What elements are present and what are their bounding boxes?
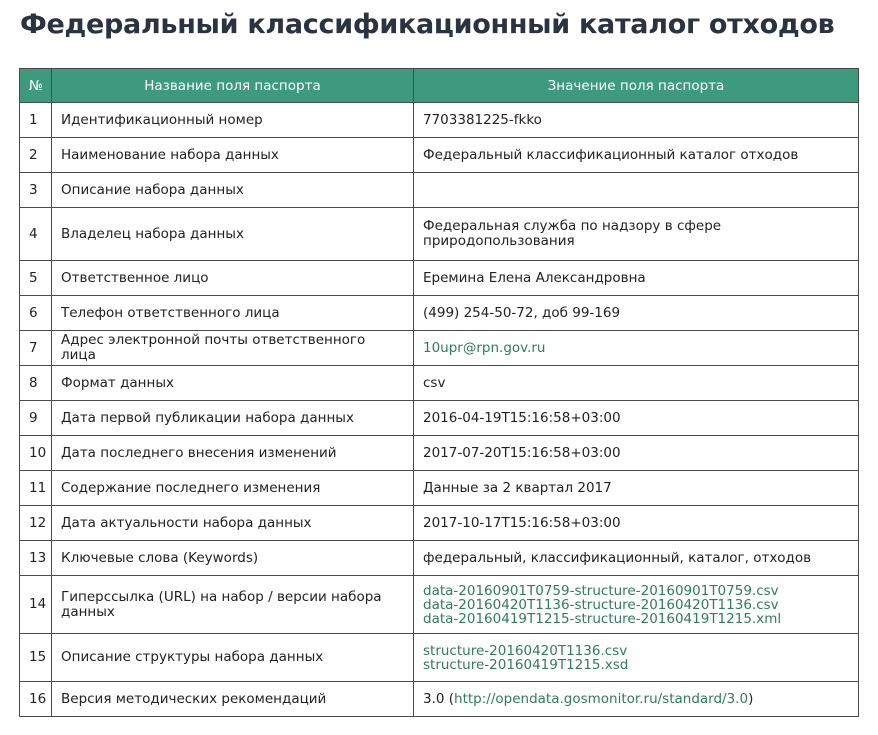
row-num: 11 [20, 471, 52, 506]
structure-file-link[interactable]: structure-20160420T1136.csv [423, 642, 628, 659]
table-row [20, 296, 859, 331]
row-field-name: Формат данных [52, 366, 414, 401]
row-field-name: Дата первой публикации набора данных [52, 401, 414, 436]
structure-file-link[interactable]: structure-20160419T1215.xsd [423, 656, 629, 673]
row-field-name: Наименование набора данных [52, 138, 414, 173]
passport-table [19, 68, 859, 717]
row-field-name: Владелец набора данных [52, 208, 414, 261]
row-field-value: Федеральная служба по надзору в сфере природопользования [414, 208, 859, 261]
dataset-file-link[interactable]: data-20160420T1136-structure-20160420T1136.csv [423, 596, 779, 613]
row-field-value [414, 331, 859, 366]
row-field-value: федеральный, классификационный, каталог, отходов [414, 541, 859, 576]
table-row [20, 173, 859, 208]
row-num: 8 [20, 366, 52, 401]
table-row [20, 576, 859, 634]
table-row [20, 261, 859, 296]
row-num: 12 [20, 506, 52, 541]
table-row [20, 103, 859, 138]
table-header-row [20, 69, 859, 103]
page-title: Федеральный классификационный каталог отходов [20, 9, 835, 40]
row-field-value: 7703381225-fkko [414, 103, 859, 138]
row-field-value: csv [414, 366, 859, 401]
row-field-value: Федеральный классификационный каталог отходов [414, 138, 859, 173]
row-num: 9 [20, 401, 52, 436]
row-num: 7 [20, 331, 52, 366]
row-num: 16 [20, 682, 52, 717]
row-field-name: Версия методических рекомендаций [52, 682, 414, 717]
row-field-name: Адрес электронной почты ответственного лица [52, 331, 414, 366]
table-row [20, 634, 859, 682]
table-row [20, 471, 859, 506]
row-num: 4 [20, 208, 52, 261]
row-field-name: Идентификационный номер [52, 103, 414, 138]
dataset-file-link[interactable]: data-20160419T1215-structure-20160419T1215.xml [423, 610, 782, 627]
table-row [20, 138, 859, 173]
row-num: 1 [20, 103, 52, 138]
row-field-value: 2017-07-20T15:16:58+03:00 [414, 436, 859, 471]
dataset-file-link[interactable]: data-20160901T0759-structure-20160901T0759.csv [423, 582, 779, 599]
row-field-value [414, 634, 859, 682]
table-row [20, 401, 859, 436]
row-field-name: Описание структуры набора данных [52, 634, 414, 682]
header-num: № [20, 69, 52, 103]
header-field-value: Значение поля паспорта [414, 69, 859, 103]
row-field-name: Гиперссылка (URL) на набор / версии набора данных [52, 576, 414, 634]
table-row [20, 208, 859, 261]
table-row [20, 436, 859, 471]
header-field-name: Название поля паспорта [52, 69, 414, 103]
row-num: 14 [20, 576, 52, 634]
row-num: 2 [20, 138, 52, 173]
table-row [20, 331, 859, 366]
row-field-name: Описание набора данных [52, 173, 414, 208]
table-row [20, 506, 859, 541]
row-field-value: 2017-10-17T15:16:58+03:00 [414, 506, 859, 541]
row-field-value: 2016-04-19T15:16:58+03:00 [414, 401, 859, 436]
row-field-name: Ответственное лицо [52, 261, 414, 296]
row-field-name: Дата актуальности набора данных [52, 506, 414, 541]
email-link[interactable]: 10upr@rpn.gov.ru [423, 339, 546, 356]
table-row [20, 366, 859, 401]
version-suffix: ) [748, 690, 754, 707]
version-prefix: 3.0 ( [423, 690, 455, 707]
row-num: 3 [20, 173, 52, 208]
table-row [20, 541, 859, 576]
row-field-name: Дата последнего внесения изменений [52, 436, 414, 471]
row-field-name: Телефон ответственного лица [52, 296, 414, 331]
row-field-value [414, 576, 859, 634]
row-num: 6 [20, 296, 52, 331]
row-field-value: (499) 254-50-72, доб 99-169 [414, 296, 859, 331]
row-field-value [414, 682, 859, 717]
table-row [20, 682, 859, 717]
row-num: 10 [20, 436, 52, 471]
row-num: 5 [20, 261, 52, 296]
standard-link[interactable]: http://opendata.gosmonitor.ru/standard/3.0 [454, 690, 749, 707]
row-field-value [414, 173, 859, 208]
row-field-value: Данные за 2 квартал 2017 [414, 471, 859, 506]
row-field-name: Ключевые слова (Keywords) [52, 541, 414, 576]
row-field-value: Еремина Елена Александровна [414, 261, 859, 296]
row-num: 13 [20, 541, 52, 576]
row-num: 15 [20, 634, 52, 682]
row-field-name: Содержание последнего изменения [52, 471, 414, 506]
